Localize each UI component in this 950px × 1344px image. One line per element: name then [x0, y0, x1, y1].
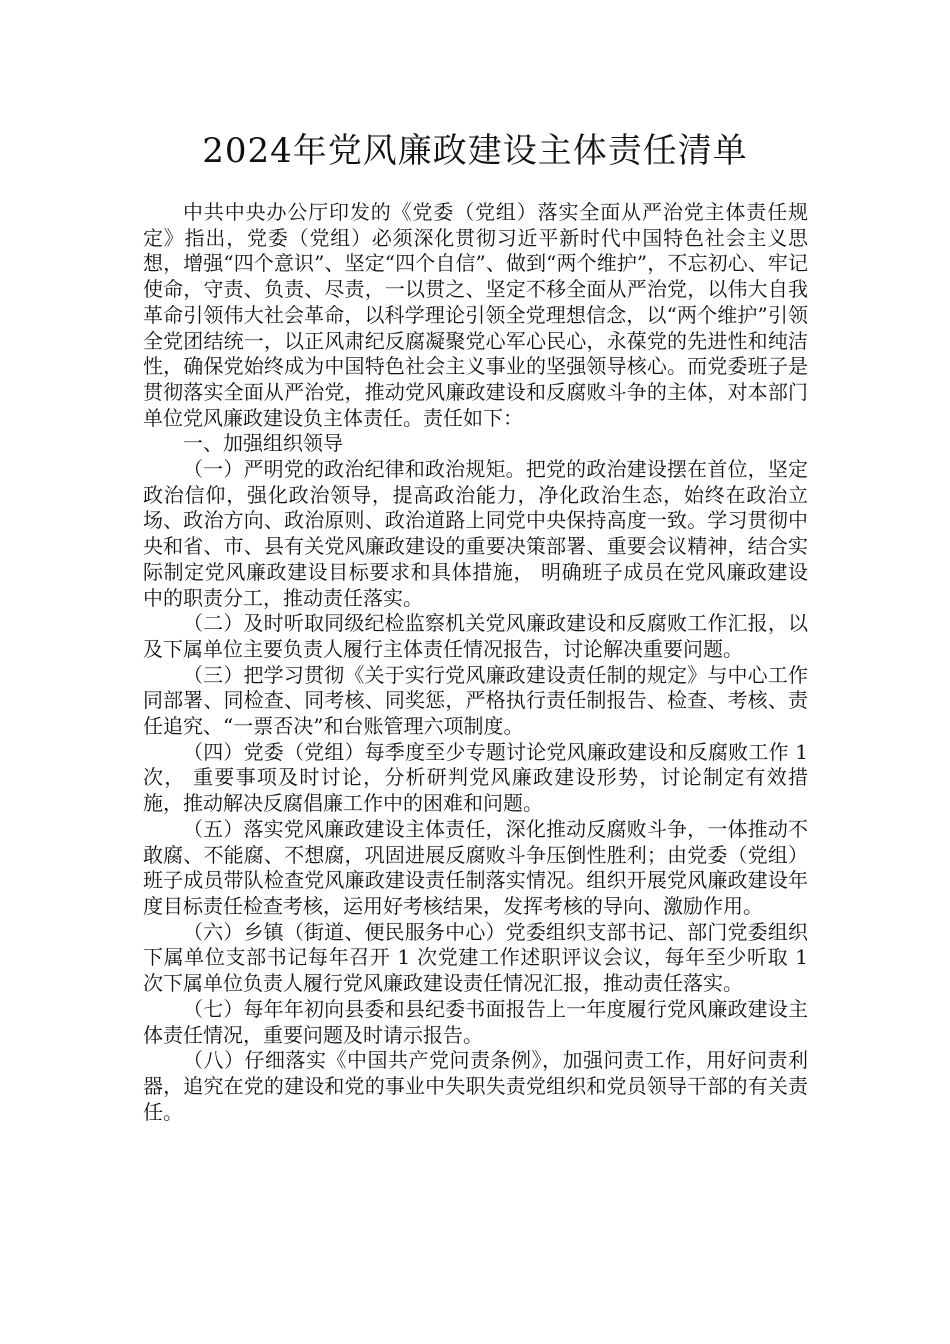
section-heading: 一、加强组织领导	[183, 431, 343, 456]
list-item: （五）落实党风廉政建设主体责任，深化推动反腐败斗争，一体推动不敢腐、不能腐、不想腐，巩固进展反腐败斗争压倒性胜利；由党委（党组）班子成员带队检查党风廉政建设责任制落实情况。组织开展党风廉政建设年度目标责任检查考核，运用好考核结果，发挥考核的导向、激励作用。	[143, 816, 808, 918]
list-item: （一）严明党的政治纪律和政治规矩。把党的政治建设摆在首位，坚定政治信仰，强化政治领导，提高政治能力，净化政治生态，始终在政治立场、政治方向、政治原则、政治道路上同党中央保持高度一致。学习贯彻中央和省、市、县有关党风廉政建设的重要决策部署、重要会议精神，结合实际制定党风廉政建设目标要求和具体措施， 明确班子成员在党风廉政建设中的职责分工，推动责任落实。	[143, 457, 808, 610]
list-item: （二）及时听取同级纪检监察机关党风廉政建设和反腐败工作汇报，以及下属单位主要负责人履行主体责任情况报告，讨论解决重要问题。	[143, 611, 808, 661]
document-body	[143, 200, 808, 1125]
page-title: 2024年党风廉政建设主体责任清单	[202, 131, 748, 171]
list-item: （四）党委（党组）每季度至少专题讨论党风廉政建设和反腐败工作 1 次， 重要事项及时讨论，分析研判党风廉政建设形势，讨论制定有效措施，推动解决反腐倡廉工作中的困难和问题。	[143, 739, 808, 816]
list-item: （三）把学习贯彻《关于实行党风廉政建设责任制的规定》与中心工作同部署、同检查、同考核、同奖惩，严格执行责任制报告、检查、考核、责任追究、“一票否决”和台账管理六项制度。	[143, 662, 808, 739]
list-item: （七）每年年初向县委和县纪委书面报告上一年度履行党风廉政建设主体责任情况，重要问题及时请示报告。	[143, 996, 808, 1047]
list-item: （八）仔细落实《中国共产党问责条例》，加强问责工作，用好问责利器，追究在党的建设和党的事业中失职失责党组织和党员领导干部的有关责任。	[143, 1048, 808, 1124]
list-item: （六）乡镇（街道、便民服务中心）党委组织支部书记、部门党委组织下属单位支部书记每年召开 1 次党建工作述职评议会议，每年至少听取 1 次下属单位负责人履行党风廉政建设责任情况汇报，推动责任落实。	[143, 919, 808, 996]
intro-paragraph: 中共中央办公厅印发的《党委（党组）落实全面从严治党主体责任规定》指出，党委（党组）必须深化贯彻习近平新时代中国特色社会主义思想，增强“四个意识”、坚定“四个自信”、做到“两个维护”，不忘初心、牢记使命，守责、负责、尽责，一以贯之、坚定不移全面从严治党，以伟大自我革命引领伟大社会革命，以科学理论引领全党理想信念，以“两个维护”引领全党团结统一，以正风肃纪反腐凝聚党心军心民心，永葆党的先进性和纯洁性，确保党始终成为中国特色社会主义事业的坚强领导核心。而党委班子是贯彻落实全面从严治党，推动党风廉政建设和反腐败斗争的主体，对本部门单位党风廉政建设负主体责任。责任如下：	[143, 200, 808, 430]
